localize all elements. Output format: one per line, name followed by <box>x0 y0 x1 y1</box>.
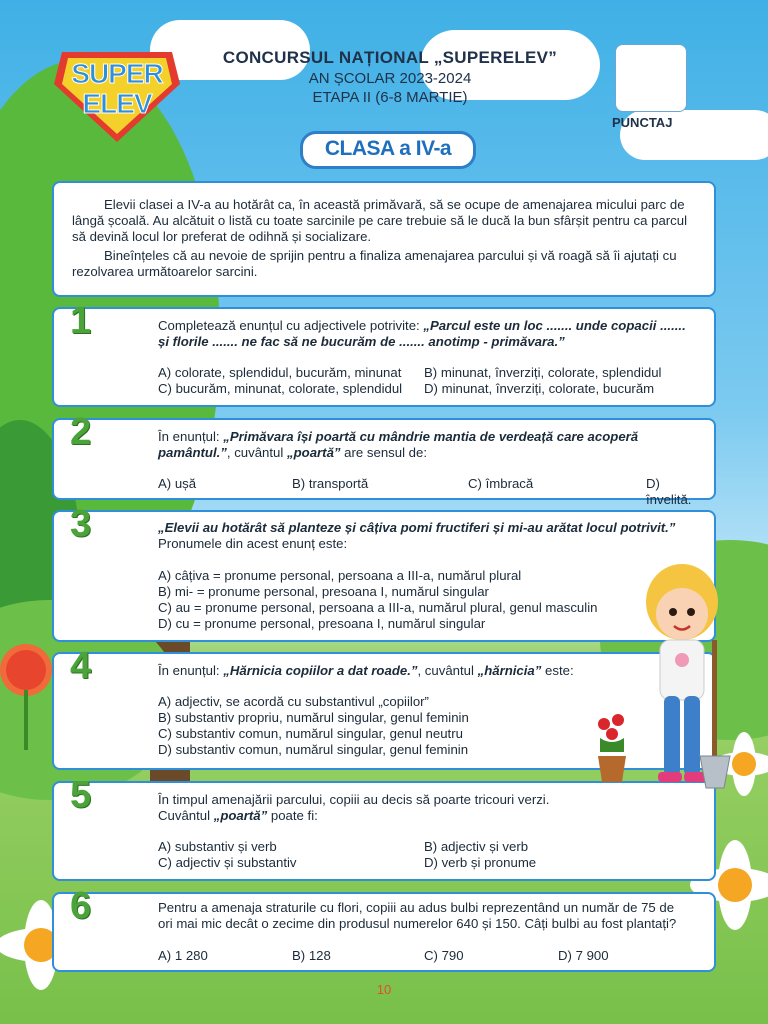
contest-stage: ETAPA II (6-8 MARTIE) <box>312 89 468 106</box>
option-c[interactable]: C) 790 <box>424 948 464 963</box>
question-text: În enunțul: „Primăvara își poartă cu mândrie mantia de verdeață care acoperă pamântul.”, cuvântul „poartă” are sensul de: <box>158 429 639 460</box>
school-year: AN ȘCOLAR 2023-2024 <box>308 70 472 87</box>
quoted-word: „hărnicia” <box>477 663 542 678</box>
quoted-sentence: „Elevii au hotărât să planteze și câțiva pomi fructiferi și mi-au arătat locul potrivit.” <box>158 520 676 535</box>
option-c[interactable]: C) îmbracă <box>468 476 534 491</box>
option-a[interactable]: A) 1 280 <box>158 948 208 963</box>
question-text: Completează enunțul cu adjectivele potrivite: „Parcul este un loc ....... unde copacii ....... și florile ....... ne fac să ne bucurăm de ....... anotimp - primăvara.” <box>158 318 686 349</box>
question-text: Pentru a amenaja straturile cu flori, copiii au adus bulbi reprezentând un număr de 75 de ori mai mic decât o zecime din produsul numerelor 640 și 150. Câți bulbi au fost plantați? <box>158 900 677 931</box>
option-d[interactable]: D) verb și pronume <box>424 855 537 870</box>
flower-pot-illustration <box>594 712 630 784</box>
option-a[interactable]: A) colorate, splendidul, bucurăm, minunat <box>158 365 402 380</box>
option-c[interactable]: C) adjectiv și substantiv <box>158 855 297 870</box>
question-6 <box>52 885 716 972</box>
quoted-sentence: „Primăvara își poartă cu mândrie mantia de verdeață care acoperă pamântul.” <box>158 429 639 460</box>
question-number: 2 <box>70 411 92 453</box>
answer-options <box>158 839 690 871</box>
option-b[interactable]: B) minunat, înverziți, colorate, splendidul <box>424 365 662 380</box>
contest-title: CONCURSUL NAȚIONAL „SUPERELEV” <box>222 48 558 67</box>
question-number: 3 <box>70 503 92 545</box>
question-3 <box>52 503 716 642</box>
option-a[interactable]: A) ușă <box>158 476 197 491</box>
class-badge: CLASA a IV-a <box>300 131 476 169</box>
option-c[interactable]: C) bucurăm, minunat, colorate, splendidul <box>158 381 403 396</box>
superelev-logo <box>52 44 182 144</box>
question-5 <box>52 774 716 881</box>
question-number: 4 <box>70 645 92 687</box>
option-b[interactable]: B) transportă <box>292 476 369 491</box>
intro-paragraph-1: Elevii clasei a IV-a au hotărât ca, în această primăvară, să se ocupe de amenajarea micului parc de lângă școală. Au alcătuit o listă cu toate sarcinile pe care trebuie să le ducă la bun sfârșit pentru ca parcul să devină locul lor preferat de odihnă și socializare. <box>72 197 688 244</box>
question-2 <box>52 411 716 507</box>
page-header <box>190 48 590 106</box>
question-text: În timpul amenajării parcului, copiii au decis să poarte tricouri verzi. Cuvântul „poartă” poate fi: <box>158 792 550 823</box>
question-text: În enunțul: „Hărnicia copiilor a dat roade.”, cuvântul „hărnicia” este: <box>158 663 574 678</box>
page-number: 10 <box>376 982 392 997</box>
question-1 <box>52 300 716 407</box>
quoted-sentence: „Parcul este un loc ....... unde copacii ....... și florile ....... ne fac să ne bucurăm de ....... anotimp - primăvara.” <box>158 318 686 349</box>
option-d[interactable]: D) 7 900 <box>558 948 609 963</box>
logo-text-elev: ELEV <box>82 88 152 119</box>
intro-panel <box>52 181 716 297</box>
quoted-sentence: „Hărnicia copiilor a dat roade.” <box>223 663 418 678</box>
option-d[interactable]: D) învelită. <box>646 476 692 507</box>
option-c[interactable]: C) au = pronume personal, persoana a III-a, numărul plural, genul masculin <box>158 600 598 615</box>
option-c[interactable]: C) substantiv comun, numărul singular, genul neutru <box>158 726 463 741</box>
answer-options <box>158 365 690 397</box>
question-text: „Elevii au hotărât să planteze și câțiva pomi fructiferi și mi-au arătat locul potrivit.” Pronumele din acest enunț este: <box>158 520 690 552</box>
option-a[interactable]: A) adjectiv, se acordă cu substantivul „copiilor” <box>158 694 429 709</box>
option-a[interactable]: A) substantiv și verb <box>158 839 277 854</box>
score-label: PUNCTAJ <box>612 115 673 130</box>
option-b[interactable]: B) mi- = pronume personal, presoana I, numărul singular <box>158 584 489 599</box>
option-b[interactable]: B) 128 <box>292 948 331 963</box>
quoted-word: „poartă” <box>213 808 268 823</box>
flower-stem <box>24 690 28 750</box>
answer-options <box>158 476 690 508</box>
option-d[interactable]: D) cu = pronume personal, presoana I, numărul singular <box>158 616 486 631</box>
option-d[interactable]: D) minunat, înverziți, colorate, bucurăm <box>424 381 655 396</box>
option-d[interactable]: D) substantiv comun, numărul singular, genul feminin <box>158 742 469 757</box>
question-number: 1 <box>70 300 92 342</box>
answer-options <box>158 948 690 964</box>
quoted-word: „poartă” <box>287 445 341 460</box>
score-box[interactable] <box>615 44 687 112</box>
intro-paragraph-2: Bineînțeles că au nevoie de sprijin pentru a finaliza amenajarea parcului și vă roagă să îi ajutați cu rezolvarea următoarelor sarcini. <box>72 248 677 279</box>
question-number: 5 <box>70 774 92 816</box>
option-b[interactable]: B) substantiv propriu, numărul singular, genul feminin <box>158 710 469 725</box>
girl-with-shovel-illustration <box>636 556 736 792</box>
option-b[interactable]: B) adjectiv și verb <box>424 839 529 854</box>
red-flower <box>6 650 46 690</box>
option-a[interactable]: A) câțiva = pronume personal, persoana a III-a, numărul plural <box>158 568 522 583</box>
logo-text-super: SUPER <box>71 58 163 89</box>
answer-options <box>158 568 690 632</box>
question-number: 6 <box>70 885 92 927</box>
